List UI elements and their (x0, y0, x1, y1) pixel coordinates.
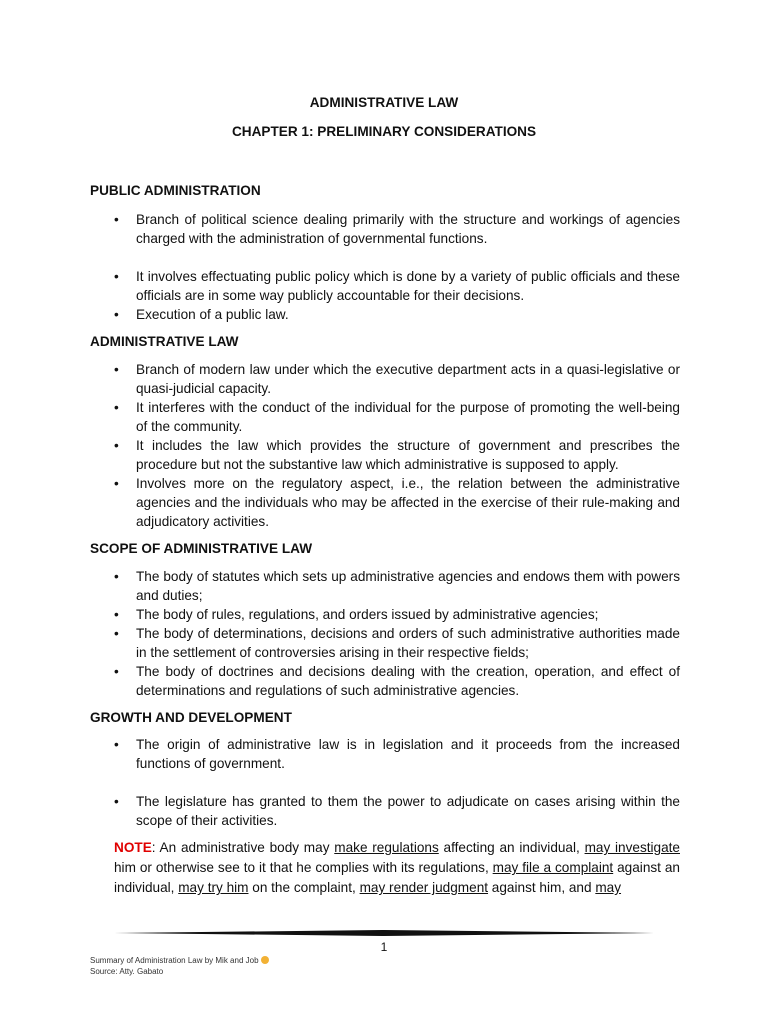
note-text: : An administrative body may (151, 840, 335, 855)
list-item: • It involves effectuating public policy which is done by a variety of public officials and these officials are in some way publicly accountable for their decisions. (114, 267, 680, 305)
heading-administrative-law: ADMINISTRATIVE LAW (90, 334, 239, 349)
list-item: • Involves more on the regulatory aspect, i.e., the relation between the administrative agencies and the individuals who may be affected in the exercise of their rule-making and adjudicatory activities. (114, 474, 680, 531)
note-text: on the complaint, (248, 880, 360, 895)
list-public-administration (114, 210, 680, 324)
document-title: ADMINISTRATIVE LAW (309, 95, 459, 110)
chapter-title: CHAPTER 1: PRELIMINARY CONSIDERATIONS (231, 124, 537, 139)
note-underline: make regulations (334, 840, 439, 855)
note-text: against an individual, (114, 860, 680, 895)
note-underline: may file a complaint (492, 860, 614, 875)
footer-summary (90, 955, 269, 966)
note-text: affecting an individual, (438, 840, 585, 855)
list-item: • It includes the law which provides the structure of government and prescribes the procedure but not the substantive law which administrative is supposed to apply. (114, 436, 680, 474)
note-text: against him, and (488, 880, 596, 895)
heading-public-administration: PUBLIC ADMINISTRATION (90, 183, 261, 198)
note-underline: may investigate (584, 840, 680, 855)
list-item: • The body of doctrines and decisions dealing with the creation, operation, and effect of determinations and regulations of such administrative agencies. (114, 662, 680, 700)
note-text: him or otherwise see to it that he complies with its regulations, (114, 860, 493, 875)
list-item: • The body of determinations, decisions and orders of such administrative authorities made in the settlement of controversies arising in their respective fields; (114, 624, 680, 662)
list-item: • The body of rules, regulations, and orders issued by administrative agencies; (114, 605, 680, 624)
footer-summary-text: Summary of Administration Law by Mik and Job (90, 956, 259, 965)
footer-divider (114, 930, 654, 936)
smiley-icon (261, 956, 269, 964)
list-item: • It interferes with the conduct of the individual for the purpose of promoting the well-being of the community. (114, 398, 680, 436)
list-item: • The body of statutes which sets up administrative agencies and endows them with powers and duties; (114, 567, 680, 605)
heading-scope: SCOPE OF ADMINISTRATIVE LAW (90, 541, 313, 556)
note-label: NOTE (114, 840, 152, 855)
footer-source: Source: Atty. Gabato (90, 967, 164, 976)
note-underline: may render judgment (359, 880, 489, 895)
note-underline: may (595, 880, 622, 895)
list-administrative-law (114, 360, 680, 531)
heading-growth: GROWTH AND DEVELOPMENT (90, 710, 292, 725)
note-underline: may try him (178, 880, 249, 895)
list-item: • The legislature has granted to them the power to adjudicate on cases arising within the scope of their activities. (114, 792, 680, 830)
list-item: • The origin of administrative law is in legislation and it proceeds from the increased functions of government. (114, 735, 680, 773)
list-growth (114, 735, 680, 830)
list-item: • Branch of modern law under which the executive department acts in a quasi-legislative or quasi-judicial capacity. (114, 360, 680, 398)
list-item: • Branch of political science dealing primarily with the structure and workings of agencies charged with the administration of governmental functions. (114, 210, 680, 248)
note-paragraph (114, 838, 680, 898)
page-number: 1 (380, 940, 388, 954)
footer (90, 955, 269, 977)
list-scope (114, 567, 680, 700)
list-item: • Execution of a public law. (114, 305, 680, 324)
